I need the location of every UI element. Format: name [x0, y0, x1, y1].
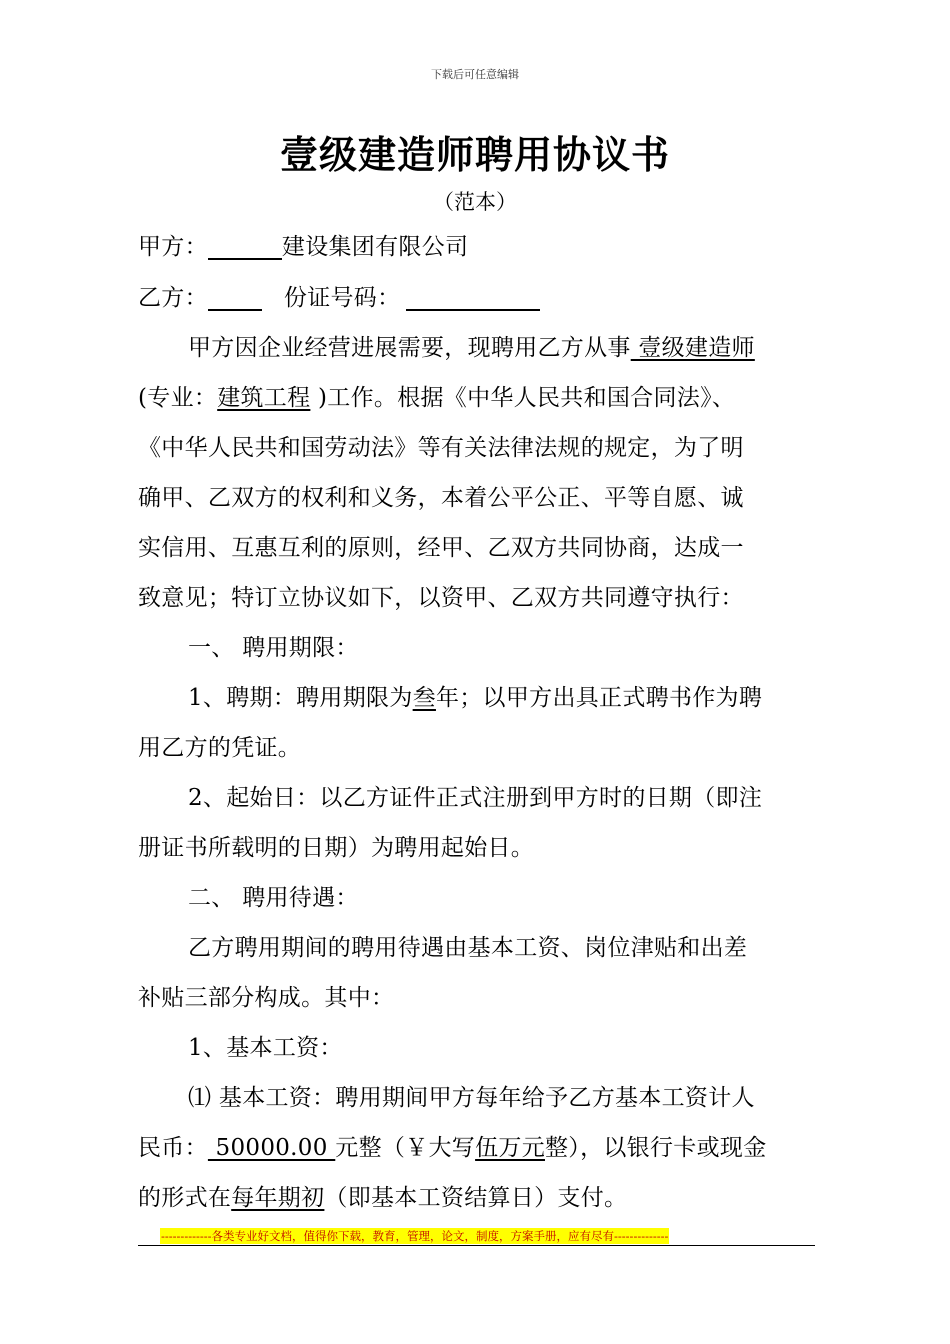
basic-salary-heading: 1、基本工资：: [188, 1035, 343, 1061]
specialty: 建筑工程: [217, 385, 311, 411]
basic-salary-line-3: [138, 1183, 627, 1213]
intro-line-5: 实信用、互惠互利的原则，经甲、乙双方共同协商，达成一: [138, 535, 744, 561]
intro-line-4: 确甲、乙双方的权利和义务，本着公平公正、平等自愿、诚: [138, 485, 744, 511]
party-b-blank: [208, 289, 262, 311]
payment-timing: 每年期初: [231, 1185, 325, 1211]
salary-text: （即基本工资结算日）支付。: [324, 1185, 628, 1211]
salary-text: 整），以银行卡或现金: [545, 1135, 767, 1161]
intro-text: (专业：: [138, 385, 218, 411]
salary-text: 元整（￥大写: [335, 1135, 476, 1161]
party-a-label: 甲方：: [138, 234, 208, 260]
item-text: 1、聘期：聘用期限为: [188, 685, 413, 711]
intro-text: )工作。根据《中华人民共和国合同法》、: [310, 385, 736, 411]
salary-amount: 50000.00: [207, 1135, 336, 1161]
section-1-heading: 一、 聘用期限：: [188, 635, 359, 661]
intro-line-2: [138, 383, 735, 413]
party-b-line: [138, 283, 540, 313]
document-subtitle: （范本）: [433, 190, 517, 214]
party-a-name: 建设集团有限公司: [281, 234, 469, 260]
intro-line-1: [188, 333, 755, 363]
header-note: 下载后可任意编辑: [431, 68, 519, 81]
footer-banner: -------------各类专业好文档，值得你下载，教育，管理，论文，制度，方案手册，应有尽有--------------: [161, 1229, 669, 1243]
salary-amount-words: 伍万元: [475, 1135, 545, 1161]
salary-text: 的形式在: [138, 1185, 232, 1211]
term-years: 叁: [412, 685, 436, 711]
salary-text: 民币：: [138, 1135, 208, 1161]
party-b-label: 乙方：: [138, 285, 208, 311]
item-text: 年；以甲方出具正式聘书作为聘: [435, 685, 763, 711]
footer-rule: [138, 1245, 815, 1246]
section-1-item-2-line-2: 册证书所载明的日期）为聘用起始日。: [138, 835, 535, 861]
basic-salary-line-1: ⑴ 基本工资：聘用期间甲方每年给予乙方基本工资计人: [188, 1085, 755, 1111]
intro-line-6: 致意见；特订立协议如下，以资甲、乙双方共同遵守执行：: [138, 585, 744, 611]
intro-text: 甲方因企业经营进展需要，现聘用乙方从事: [188, 335, 631, 361]
section-2-para-line-1: 乙方聘用期间的聘用待遇由基本工资、岗位津贴和出差: [188, 935, 748, 961]
section-2-heading: 二、 聘用待遇：: [188, 885, 359, 911]
party-b-id-label: 份证号码：: [283, 285, 401, 311]
party-a-line: [138, 232, 468, 262]
section-1-item-1-line-2: 用乙方的凭证。: [138, 735, 302, 761]
job-role: 壹级建造师: [630, 335, 755, 361]
section-1-item-2-line-1: 2、起始日：以乙方证件正式注册到甲方时的日期（即注: [188, 785, 763, 811]
document-title: 壹级建造师聘用协议书: [279, 132, 670, 177]
intro-line-3: 《中华人民共和国劳动法》等有关法律法规的规定，为了明: [138, 435, 744, 461]
party-a-blank: [208, 238, 282, 260]
section-2-para-line-2: 补贴三部分构成。其中：: [138, 985, 395, 1011]
section-1-item-1-line-1: [188, 683, 762, 713]
party-b-id-blank: [406, 289, 540, 311]
basic-salary-line-2: [138, 1133, 767, 1163]
